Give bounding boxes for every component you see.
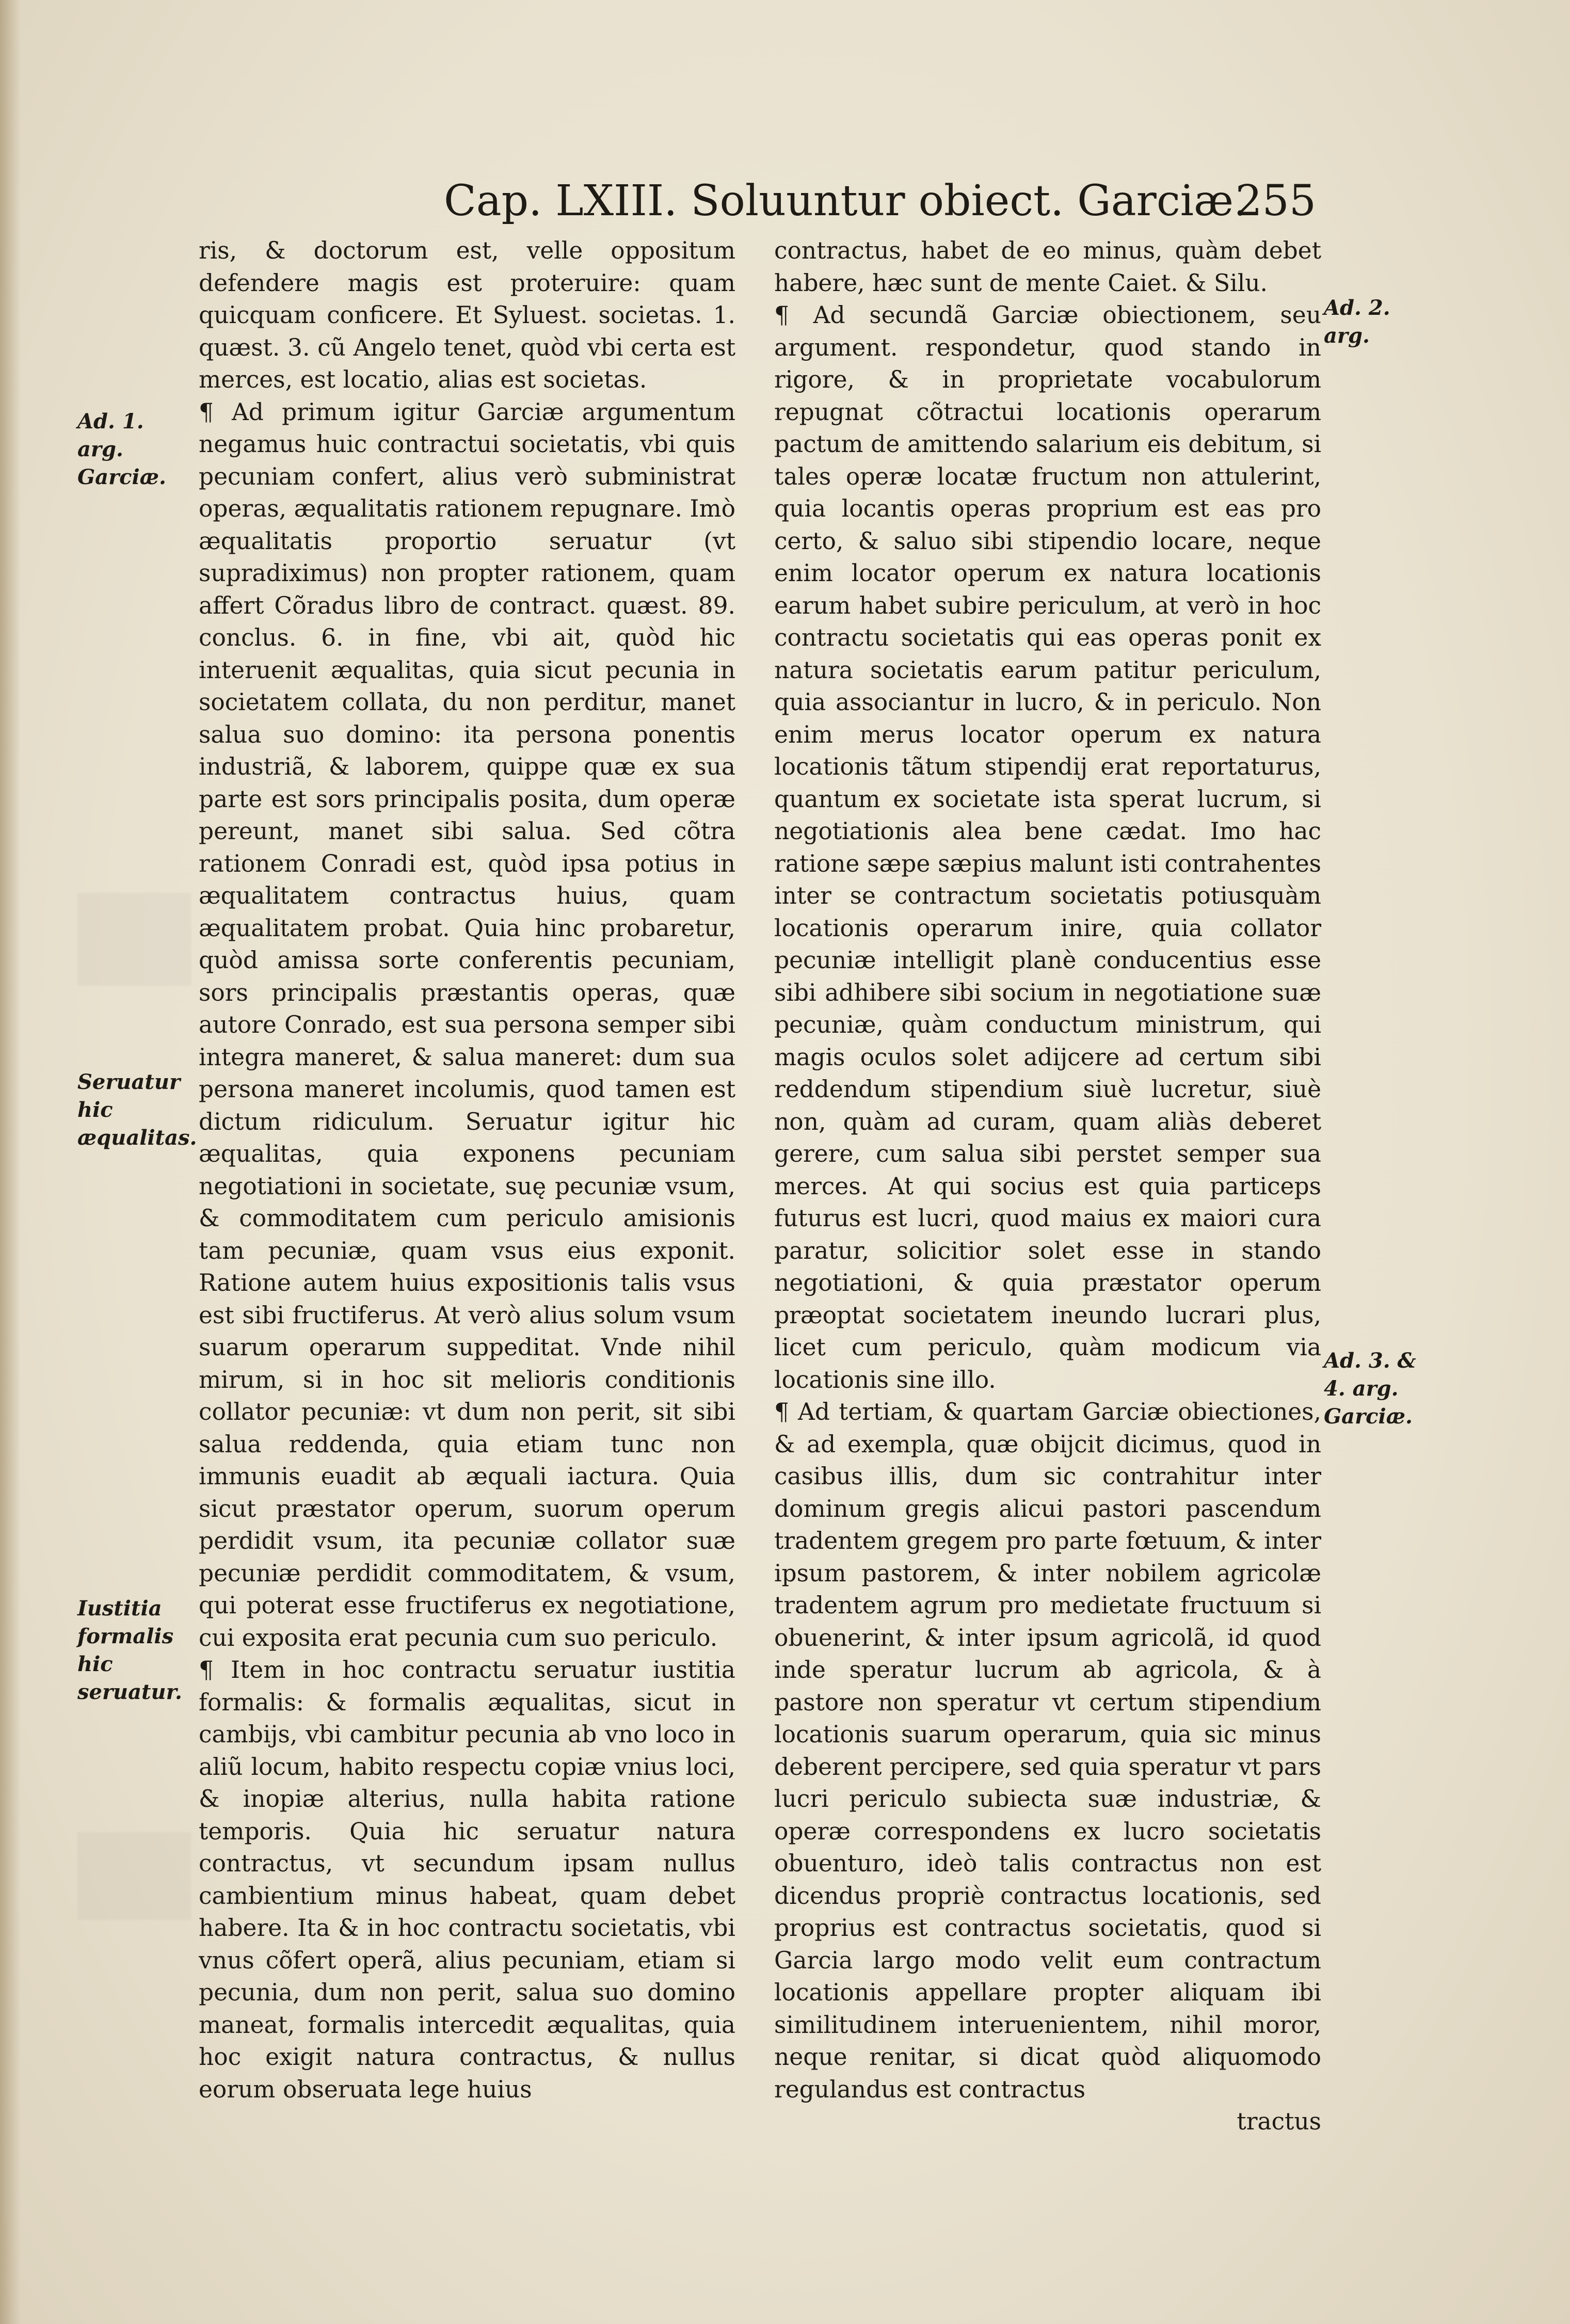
marginal-note-aequalitas: Seruatur hic æqualitas.	[77, 1070, 197, 1150]
right-paragraph-1: contractus, habet de eo minus, quàm debet habere, hæc sunt de mente Caiet. & Silu.	[774, 237, 1321, 297]
folio-number: 255	[1235, 177, 1316, 226]
right-column	[774, 235, 1321, 2138]
page-edge-shadow	[0, 0, 21, 2324]
left-paragraph-1: ris, & doctorum est, velle oppositum defendere magis est proteruire: quam quicquam conficere. Et Syluest. societas. 1. quæst. 3. cũ Angelo tenet, quòd vbi certa est merces, est locatio, alias est societas.	[199, 237, 735, 393]
right-paragraph-2: ¶ Ad secundã Garciæ obiectionem, seu argument. respondetur, quod stando in rigore, & in proprietate vocabulorum repugnat cõtractui locationis operarum pactum de amittendo salarium eis debitum, si tales operæ locatæ fructum non attulerint, quia locantis operas proprium est eas pro certo, & saluo sibi stipendio locare, neque enim locator operum ex natura locationis earum habet subire periculum, at verò in hoc contractu societatis qui eas operas ponit ex natura societatis earum patitur periculum, quia associantur in lucro, & in periculo. Non enim merus locator operum ex natura locationis tãtum stipendij erat reportaturus, quantum ex societate ista sperat lucrum, si negotiationis alea bene cædat. Imo hac ratione sæpe sæpius malunt isti contrahentes inter se contractum societatis potiusquàm locationis operarum inire, quia collator pecuniæ intelligit planè conducentius esse sibi adhibere sibi socium in negotiatione suæ pecuniæ, quàm conductum ministrum, qui magis oculos solet adijcere ad certum sibi reddendum stipendium siuè lucretur, siuè non, quàm ad curam, quam aliàs deberet gerere, cum salua sibi perstet semper sua merces. At qui socius est quia particeps futurus est lucri, quod maius ex maiori cura paratur, solicitior solet esse in stando negotiationi, & quia præstator operum præoptat societatem ineundo lucrari plus, licet cum periculo, quàm modicum via locationis sine illo.	[774, 301, 1321, 1393]
left-column	[199, 235, 735, 2106]
left-paragraph-2: ¶ Ad primum igitur Garciæ argumentum negamus huic contractui societatis, vbi quis pecuniam confert, alius verò subministrat operas, æqualitatis rationem repugnare. Imò æqualitatis proportio seruatur (vt supradiximus) non propter rationem, quam affert Cõradus libro de contract. quæst. 89. conclus. 6. in fine, vbi ait, quòd hic interuenit æqualitas, quia sicut pecunia in societatem collata, du non perditur, manet salua suo domino: ita persona ponentis industriã, & laborem, quippe quæ ex sua parte est sors principalis posita, dum operæ pereunt, manet sibi salua. Sed cõtra rationem Conradi est, quòd ipsa potius in æqualitatem contractus huius, quam æqualitatem probat. Quia hinc probaretur, quòd amissa sorte conferentis pecuniam, sors principalis præstantis operas, quæ autore Conrado, est sua persona semper sibi integra maneret, & salua maneret: dum sua persona maneret incolumis, quod tamen est dictum ridiculum. Seruatur igitur hic æqualitas, quia exponens pecuniam negotiationi in societate, suę pecuniæ vsum, & commoditatem cum periculo amisionis tam pecuniæ, quam vsus eius exponit. Ratione autem huius expositionis talis vsus est sibi fructiferus. At verò alius solum vsum suarum operarum suppeditat. Vnde nihil mirum, si in hoc sit melioris conditionis collator pecuniæ: vt dum non perit, sit sibi salua reddenda, quia etiam tunc non immunis euadit ab æquali iactura. Quia sicut præstator operum, suorum operum perdidit vsum, ita pecuniæ collator suæ pecuniæ perdidit commoditatem, & vsum, qui poterat esse fructiferus ex negotiatione, cui exposita erat pecunia cum suo periculo.	[199, 398, 735, 1652]
bleed-through-mark	[77, 893, 191, 986]
marginal-note-ad-3-4: Ad. 3. & 4. arg. Garciæ.	[1324, 1349, 1416, 1429]
running-head	[444, 170, 1316, 232]
left-paragraph-3: ¶ Item in hoc contractu seruatur iustitia formalis: & formalis æqualitas, sicut in cambijs, vbi cambitur pecunia ab vno loco in aliũ locum, habito respectu copiæ vnius loci, & inopiæ alterius, nulla habita ratione temporis. Quia hic seruatur natura contractus, vt secundum ipsam nullus cambientium minus habeat, quam debet habere. Ita & in hoc contractu societatis, vbi vnus cõfert operã, alius pecuniam, etiam si pecunia, dum non perit, salua suo domino maneat, formalis intercedit æqualitas, quia hoc exigit natura contractus, & nullus eorum obseruata lege huius	[199, 1656, 735, 2103]
catchword: tractus	[1237, 2108, 1321, 2135]
marginal-note-ad-1: Ad. 1. arg. Garciæ.	[77, 409, 166, 489]
marginal-note-iustitia: Iustitia formalis hic seruatur.	[77, 1596, 182, 1704]
chapter-title: Cap. LXIII. Soluuntur obiect. Garciæ.	[444, 177, 1247, 226]
right-paragraph-3: ¶ Ad tertiam, & quartam Garciæ obiectiones, & ad exempla, quæ obijcit dicimus, quod in casibus illis, dum sic contrahitur inter dominum gregis alicui pastori pascendum tradentem gregem pro parte fœtuum, & inter ipsum pastorem, & inter nobilem agricolæ tradentem agrum pro medietate fructuum si obuenerint, & inter ipsum agricolã, id quod inde speratur lucrum ab agricola, & à pastore non speratur vt certum stipendium locationis suarum operarum, quia sic minus deberent percipere, sed quia speratur vt pars lucri periculo subiecta suæ industriæ, & operæ correspondens ex lucro societatis obuenturo, ideò talis contractus non est dicendus propriè contractus locationis, sed proprius est contractus societatis, quod si Garcia largo modo velit eum contractum locationis appellare propter aliquam ibi similitudinem interuenientem, nihil moror, neque renitar, si dicat quòd aliquomodo regulandus est contractus	[774, 1398, 1321, 2103]
bleed-through-mark	[77, 1832, 191, 1920]
marginal-note-ad-2: Ad. 2. arg.	[1324, 296, 1390, 348]
